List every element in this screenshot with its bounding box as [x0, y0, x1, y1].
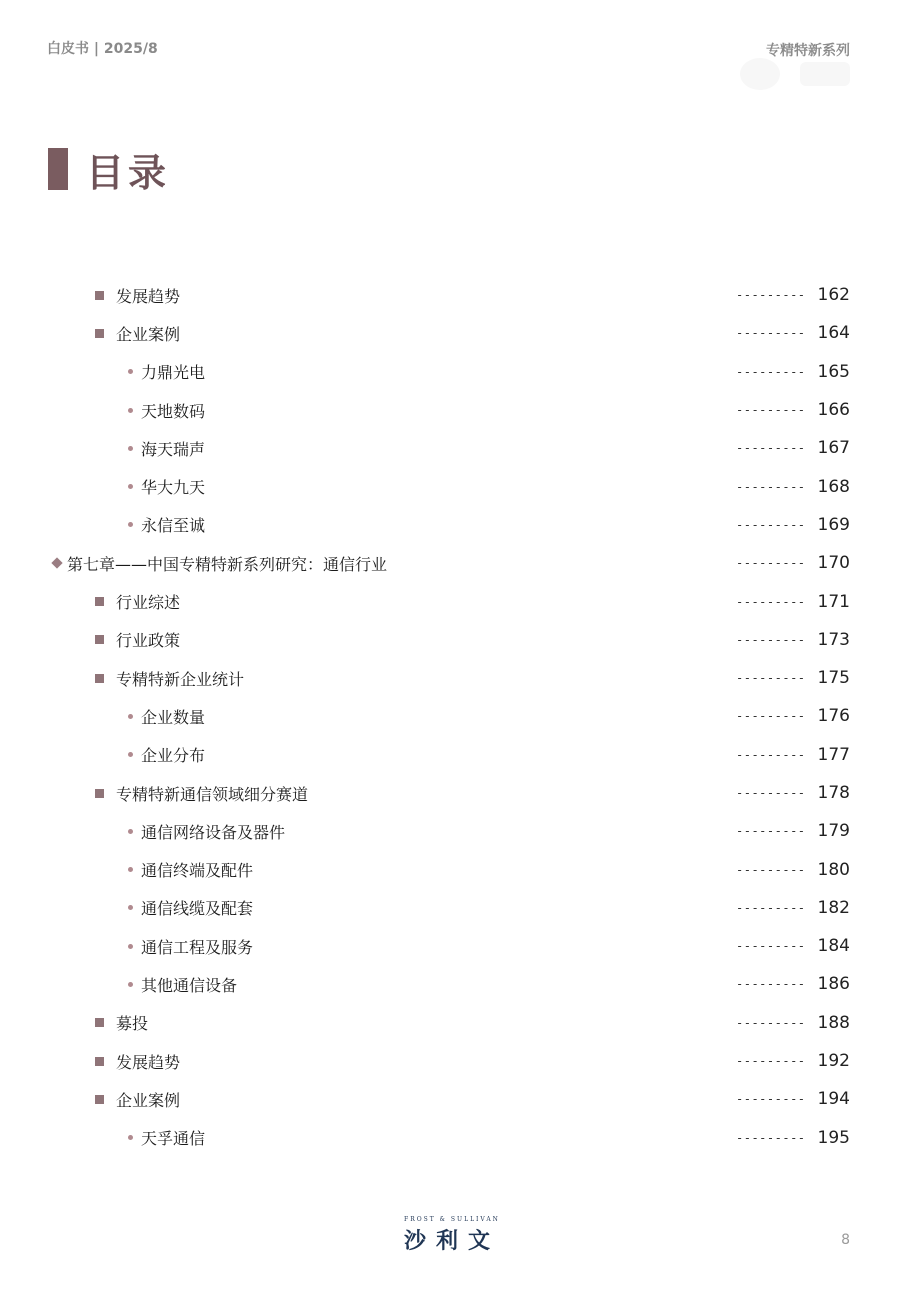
square-bullet-icon — [95, 291, 104, 300]
dot-bullet-icon — [128, 408, 133, 413]
header-right-text: 专精特新系列 — [766, 43, 850, 59]
toc-entry-label-wrap — [0, 1011, 148, 1034]
toc-entry-label-wrap — [0, 590, 180, 613]
toc-leader-dashes: --------- — [736, 441, 806, 456]
toc-leader-dashes: --------- — [736, 824, 806, 839]
toc-entry-label: 海天瑞声 — [141, 439, 206, 459]
toc-entry-page-number: 168 — [817, 476, 850, 497]
toc-leader-dashes: --------- — [736, 326, 806, 341]
toc-entry-label-wrap — [0, 475, 205, 498]
dot-bullet-icon — [128, 752, 133, 757]
toc-entry-page-number: 188 — [817, 1012, 850, 1033]
toc-entry-page-number: 167 — [817, 438, 850, 459]
toc-entry-page-number: 173 — [817, 629, 850, 650]
toc-entry-label-wrap — [0, 360, 205, 383]
dot-bullet-icon — [128, 522, 133, 527]
toc-entry-page-number: 179 — [817, 821, 850, 842]
toc-entry-page-number: 175 — [817, 668, 850, 689]
toc-entry[interactable] — [0, 774, 900, 812]
toc-entry-label: 其他通信设备 — [141, 975, 238, 995]
toc-leader-dashes: --------- — [736, 900, 806, 915]
toc-entry[interactable] — [0, 965, 900, 1003]
toc-entry-page-number: 166 — [817, 400, 850, 421]
dot-bullet-icon — [128, 905, 133, 910]
toc-entry-label-wrap — [0, 284, 180, 307]
toc-entry-page-number: 178 — [817, 783, 850, 803]
toc-entry-page-number: 165 — [817, 361, 850, 382]
toc-entry-label: 天孚通信 — [141, 1129, 206, 1149]
square-bullet-icon — [95, 1057, 104, 1066]
table-of-contents — [0, 276, 900, 1157]
square-bullet-icon — [95, 329, 104, 338]
toc-entry-label-wrap — [0, 743, 205, 766]
toc-entry-label: 企业案例 — [116, 324, 181, 344]
toc-entry-label-wrap — [0, 1050, 180, 1073]
toc-leader-dashes: --------- — [736, 862, 806, 877]
toc-entry-page-number: 194 — [817, 1089, 850, 1110]
toc-leader-dashes: --------- — [736, 594, 806, 609]
toc-entry-label: 通信终端及配件 — [141, 861, 254, 881]
toc-entry-page-number: 180 — [817, 859, 850, 880]
frost-sullivan-logo — [389, 1216, 515, 1254]
toc-leader-dashes: --------- — [736, 288, 806, 303]
page-title-text: 目录 — [86, 150, 171, 195]
toc-entry-label-wrap — [0, 667, 244, 690]
toc-entry-label: 行业综述 — [116, 593, 181, 613]
toc-entry-label-wrap — [0, 973, 237, 996]
toc-entry-label: 企业数量 — [141, 707, 206, 727]
square-bullet-icon — [95, 635, 104, 644]
dot-bullet-icon — [128, 829, 133, 834]
square-bullet-icon — [95, 597, 104, 606]
toc-leader-dashes: --------- — [736, 364, 806, 379]
toc-entry[interactable] — [0, 353, 900, 391]
toc-leader-dashes: --------- — [736, 747, 806, 762]
toc-entry-label: 企业案例 — [116, 1090, 181, 1110]
toc-entry-label: 专精特新企业统计 — [116, 669, 245, 689]
page-title — [48, 146, 171, 195]
toc-entry-label: 力鼎光电 — [141, 363, 206, 383]
toc-entry-label: 天地数码 — [141, 401, 206, 421]
toc-entry-page-number: 195 — [817, 1127, 850, 1148]
toc-entry-label-wrap — [0, 628, 180, 651]
dot-bullet-icon — [128, 867, 133, 872]
toc-entry-label-wrap — [0, 820, 285, 843]
toc-leader-dashes: --------- — [736, 1092, 806, 1107]
toc-leader-dashes: --------- — [736, 1130, 806, 1145]
toc-leader-dashes: --------- — [736, 939, 806, 954]
toc-entry[interactable] — [0, 1080, 900, 1118]
toc-entry[interactable] — [0, 659, 900, 697]
toc-entry[interactable] — [0, 736, 900, 774]
toc-leader-dashes: --------- — [736, 479, 806, 494]
toc-entry[interactable] — [0, 1004, 900, 1042]
toc-entry-label-wrap — [0, 1088, 180, 1111]
toc-entry-label: 第七章——中国专精特新系列研究：通信行业 — [67, 554, 388, 574]
logo-chinese-text: 沙利文 — [403, 1229, 500, 1254]
header-left-text: 白皮书 | 2025/8 — [47, 41, 158, 57]
toc-entry-page-number: 182 — [817, 897, 850, 918]
toc-entry[interactable] — [0, 314, 900, 352]
toc-entry[interactable] — [0, 1042, 900, 1080]
toc-entry[interactable] — [0, 582, 900, 620]
square-bullet-icon — [95, 1018, 104, 1027]
square-bullet-icon — [95, 789, 104, 798]
toc-entry-label-wrap — [0, 322, 180, 345]
toc-entry-label: 募投 — [116, 1014, 149, 1034]
dot-bullet-icon — [128, 982, 133, 987]
toc-leader-dashes: --------- — [736, 1015, 806, 1030]
toc-entry[interactable] — [0, 927, 900, 965]
toc-entry[interactable] — [0, 850, 900, 888]
square-bullet-icon — [95, 1095, 104, 1104]
toc-entry[interactable] — [0, 391, 900, 429]
toc-entry-label: 通信工程及服务 — [141, 937, 254, 957]
toc-entry-label: 发展趋势 — [116, 1052, 181, 1072]
toc-entry[interactable] — [0, 506, 900, 544]
toc-leader-dashes: --------- — [736, 977, 806, 992]
toc-entry-page-number: 186 — [817, 974, 850, 995]
toc-entry-label-wrap — [0, 858, 253, 881]
toc-leader-dashes: --------- — [736, 556, 806, 571]
toc-entry-label: 行业政策 — [116, 631, 181, 651]
toc-entry-page-number: 192 — [817, 1051, 850, 1072]
toc-entry[interactable] — [0, 1119, 900, 1157]
toc-entry-label: 华大九天 — [141, 478, 206, 498]
toc-leader-dashes: --------- — [736, 517, 806, 532]
faded-logo-watermark — [738, 54, 856, 94]
dot-bullet-icon — [128, 369, 133, 374]
toc-entry-label-wrap — [0, 552, 387, 575]
toc-entry-page-number: 170 — [817, 553, 850, 574]
dot-bullet-icon — [128, 714, 133, 719]
toc-entry[interactable] — [0, 429, 900, 467]
dot-bullet-icon — [128, 944, 133, 949]
toc-entry-label-wrap — [0, 705, 205, 728]
toc-entry-label-wrap — [0, 399, 205, 422]
toc-entry-page-number: 177 — [817, 744, 850, 765]
toc-leader-dashes: --------- — [736, 1054, 806, 1069]
toc-entry-label-wrap — [0, 935, 253, 958]
toc-entry-page-number: 162 — [817, 285, 850, 306]
toc-entry[interactable] — [0, 276, 900, 314]
toc-entry-page-number: 171 — [817, 591, 850, 612]
toc-entry[interactable] — [0, 544, 900, 582]
toc-entry-page-number: 184 — [817, 936, 850, 957]
toc-entry-label-wrap — [0, 782, 308, 805]
toc-entry-page-number: 169 — [817, 514, 850, 535]
toc-entry[interactable] — [0, 889, 900, 927]
title-accent-bar — [48, 148, 68, 190]
dot-bullet-icon — [128, 484, 133, 489]
toc-entry-label-wrap — [0, 513, 205, 536]
toc-leader-dashes: --------- — [736, 403, 806, 418]
toc-entry-label: 专精特新通信领域细分赛道 — [116, 784, 309, 804]
toc-entry-label: 通信线缆及配套 — [141, 899, 254, 919]
toc-leader-dashes: --------- — [736, 632, 806, 647]
logo-english-text: FROST & SULLIVAN — [404, 1216, 500, 1223]
toc-leader-dashes: --------- — [736, 671, 806, 686]
toc-entry[interactable] — [0, 812, 900, 850]
dot-bullet-icon — [128, 446, 133, 451]
toc-entry-label-wrap — [0, 896, 253, 919]
diamond-bullet-icon — [51, 558, 62, 569]
page-number: 8 — [841, 1232, 850, 1248]
toc-entry[interactable] — [0, 621, 900, 659]
toc-entry-label: 发展趋势 — [116, 286, 181, 306]
toc-entry-label: 永信至诚 — [141, 516, 206, 536]
toc-entry-label-wrap — [0, 1126, 205, 1149]
toc-entry[interactable] — [0, 467, 900, 505]
toc-entry-page-number: 164 — [817, 323, 850, 344]
square-bullet-icon — [95, 674, 104, 683]
toc-entry-label: 通信网络设备及器件 — [141, 822, 286, 842]
toc-entry-page-number: 176 — [817, 706, 850, 727]
toc-entry-label-wrap — [0, 437, 205, 460]
toc-entry[interactable] — [0, 697, 900, 735]
toc-entry-label: 企业分布 — [141, 746, 206, 766]
toc-leader-dashes: --------- — [736, 786, 806, 800]
toc-leader-dashes: --------- — [736, 709, 806, 724]
dot-bullet-icon — [128, 1135, 133, 1140]
